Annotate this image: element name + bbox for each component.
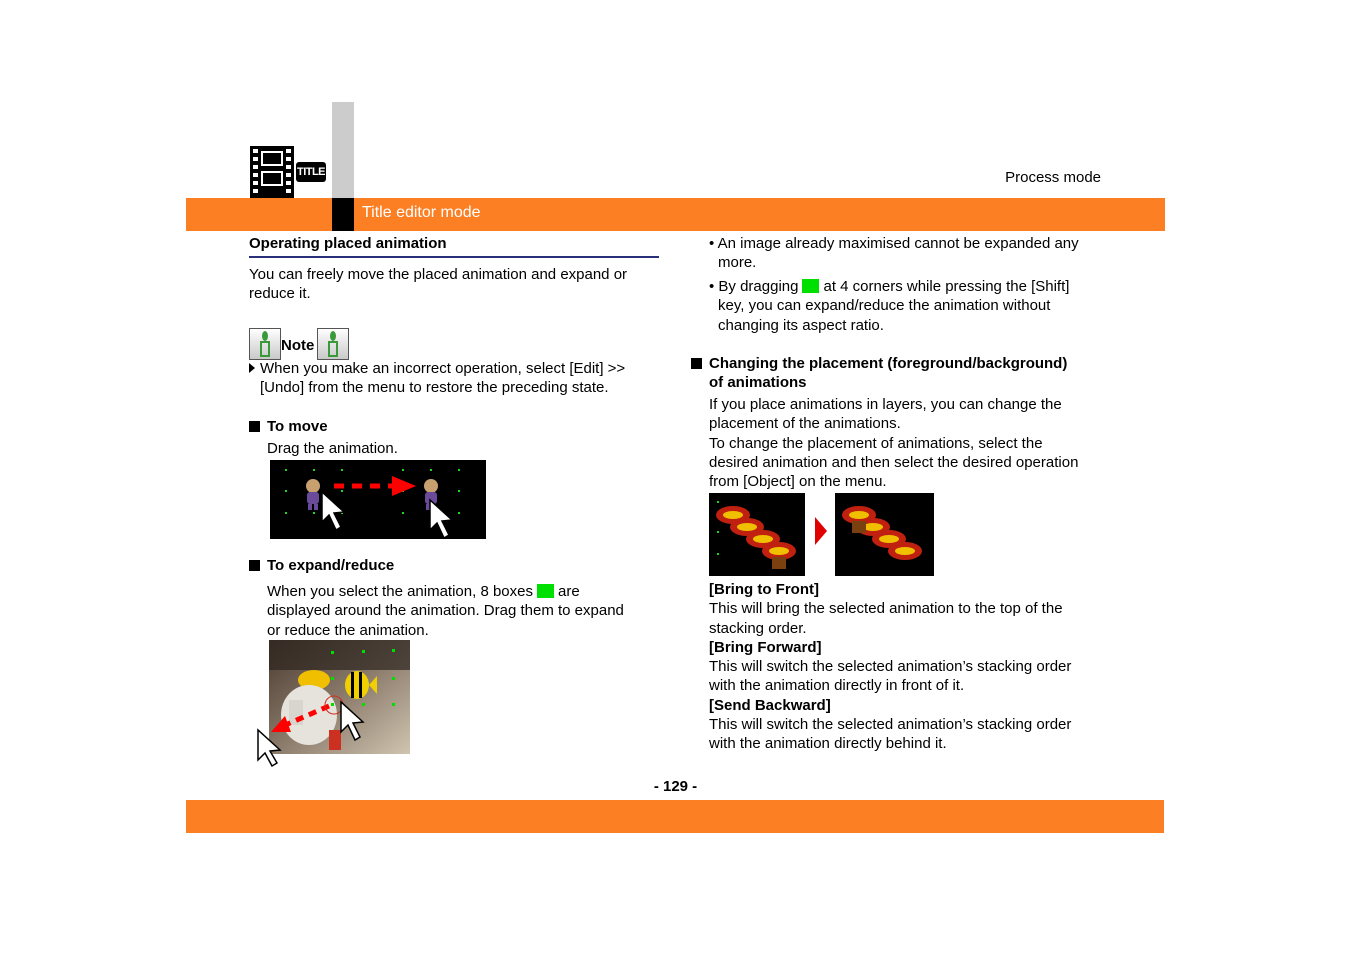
move-illustration [270, 460, 486, 539]
bring-forward-line-1: This will switch the selected animation’s stacking order [709, 658, 1072, 676]
placement-line-4: desired animation and then select the desired operation [709, 453, 1079, 471]
move-text: Drag the animation. [267, 440, 398, 457]
note-text [249, 359, 625, 398]
bring-to-front-line-1: This will bring the selected animation to the top of the [709, 600, 1063, 618]
expand-text [267, 582, 667, 640]
mode-label: Title editor mode [362, 204, 481, 221]
title-logo-icon [296, 162, 326, 182]
placement-line-2: placement of the animations. [709, 415, 901, 433]
move-heading [249, 417, 328, 436]
handle-box-icon [802, 279, 819, 293]
note-label: Note [281, 337, 315, 354]
placement-line-3: To change the placement of animations, select the [709, 434, 1043, 452]
heading-rule [249, 256, 659, 258]
character-sprite [306, 479, 320, 510]
bullet-shift-line-3: changing its aspect ratio. [718, 316, 884, 334]
bullet-shift-line-1b: at 4 corners while pressing the [Shift] [823, 278, 1070, 295]
cursor-arrow-icon [256, 728, 284, 773]
bring-to-front-label: [Bring to Front] [709, 581, 819, 598]
square-bullet-icon [249, 560, 260, 571]
page-number: - 129 - [653, 778, 698, 795]
bullet-maximised-line-1: • An image already maximised cannot be expanded any [709, 235, 1079, 252]
intro-text-body: You can freely move the placed animation and expand or reduce it. [249, 266, 628, 303]
footer-bar [186, 800, 1164, 833]
square-bullet-icon [691, 358, 702, 369]
handle-box-icon [537, 584, 554, 598]
bullet-maximised-line-2: more. [718, 254, 757, 272]
move-heading-text: To move [267, 418, 328, 435]
note-line-2: [Undo] from the menu to restore the preceding state. [260, 379, 609, 397]
send-backward-label: [Send Backward] [709, 696, 831, 714]
section-label: Process mode [1005, 169, 1101, 186]
cursor-arrow-icon [322, 492, 344, 530]
note-candle-icon [317, 328, 349, 360]
placement-heading [691, 354, 1067, 393]
placement-heading-line-1: Changing the placement (foreground/background) [709, 355, 1068, 372]
placement-after-illustration [835, 493, 934, 576]
title-logo-text: TITLE [296, 166, 326, 178]
film-strip-icon [250, 146, 294, 203]
expand-line-3: or reduce the animation. [267, 621, 429, 639]
expand-heading [249, 556, 394, 575]
mushroom-sprite [842, 506, 922, 560]
note-candle-icon [249, 328, 281, 360]
mushroom-sprite [716, 506, 796, 569]
bullet-shift-line-1a: • By dragging [709, 278, 799, 295]
bring-forward-line-2: with the animation directly in front of it. [709, 677, 965, 695]
placement-line-1: If you place animations in layers, you can change the [709, 396, 1062, 413]
red-arrow-icon [815, 517, 827, 550]
bring-forward-label: [Bring Forward] [709, 638, 822, 656]
expand-line-2: displayed around the animation. Drag them to expand [267, 602, 624, 620]
triangle-bullet-icon [249, 363, 255, 373]
send-backward-line-1: This will switch the selected animation’s stacking order [709, 716, 1072, 734]
header-gray-tab [332, 102, 354, 198]
placement-text [709, 395, 1078, 491]
expand-heading-text: To expand/reduce [267, 557, 395, 574]
expand-line-1a: When you select the animation, 8 boxes [267, 583, 533, 600]
page-heading: Operating placed animation [249, 235, 447, 252]
stacking-options [709, 580, 1071, 754]
bullet-maximised [709, 234, 1079, 273]
expand-line-1b: are [558, 583, 580, 600]
header-black-tab [332, 198, 354, 231]
placement-heading-line-2: of animations [709, 374, 807, 392]
placement-line-5: from [Object] on the menu. [709, 473, 887, 491]
bullet-shift-drag [709, 277, 1069, 335]
placement-before-illustration [709, 493, 805, 576]
send-backward-line-2: with the animation directly behind it. [709, 735, 947, 753]
cursor-arrow-icon [430, 500, 452, 538]
bring-to-front-line-2: stacking order. [709, 619, 807, 637]
square-bullet-icon [249, 421, 260, 432]
intro-text [249, 265, 664, 304]
bullet-shift-line-2: key, you can expand/reduce the animation without [718, 297, 1051, 315]
red-arrow-icon [334, 476, 416, 496]
note-line-1: When you make an incorrect operation, select [Edit] >> [260, 360, 626, 377]
expand-illustration [269, 640, 410, 754]
